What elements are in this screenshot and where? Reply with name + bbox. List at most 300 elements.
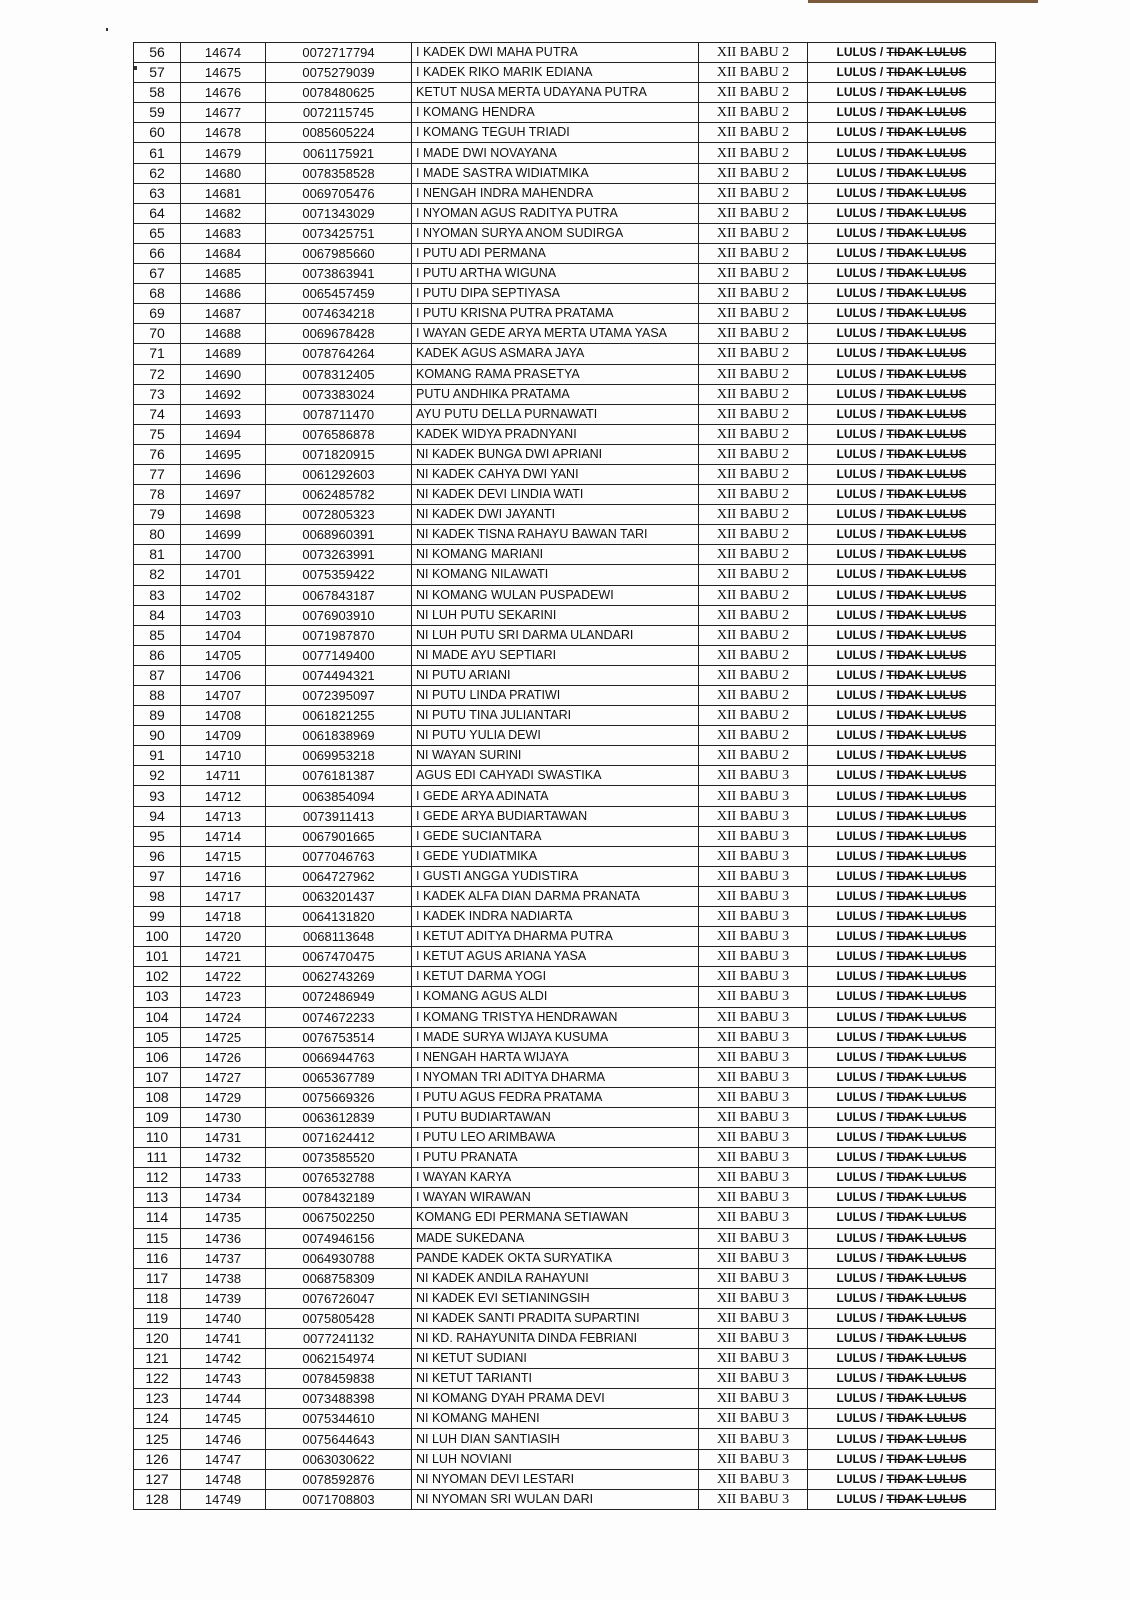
nis-cell: 14713: [181, 806, 266, 826]
status-cell: [808, 384, 996, 404]
table-row: [134, 1409, 996, 1429]
class-cell: XII BABU 2: [699, 384, 808, 404]
status-fail-struck: TIDAK LULUS: [886, 1029, 967, 1044]
status-fail-struck: TIDAK LULUS: [886, 1290, 967, 1305]
status-cell: [808, 304, 996, 324]
status-separator: /: [876, 929, 887, 944]
student-name: NI KADEK DWI JAYANTI: [412, 505, 699, 525]
class-cell: XII BABU 3: [699, 1489, 808, 1509]
status-pass: LULUS: [836, 1371, 877, 1386]
table-row: [134, 545, 996, 565]
status-pass: LULUS: [836, 788, 877, 803]
nis-cell: 14696: [181, 464, 266, 484]
student-name: I MADE SURYA WIJAYA KUSUMA: [412, 1027, 699, 1047]
table-row: [134, 1007, 996, 1027]
nis-cell: 14684: [181, 243, 266, 263]
table-row: [134, 384, 996, 404]
status-fail-struck: TIDAK LULUS: [886, 1491, 967, 1506]
nisn-cell: 0062154974: [266, 1349, 412, 1369]
row-number: 105: [134, 1027, 181, 1047]
status-pass: LULUS: [836, 306, 877, 321]
nis-cell: 14674: [181, 43, 266, 63]
status-cell: [808, 485, 996, 505]
status-fail-struck: TIDAK LULUS: [886, 949, 967, 964]
class-cell: XII BABU 2: [699, 625, 808, 645]
class-cell: XII BABU 3: [699, 1107, 808, 1127]
status-fail-struck: TIDAK LULUS: [886, 929, 967, 944]
nis-cell: 14739: [181, 1288, 266, 1308]
nis-cell: 14717: [181, 886, 266, 906]
table-row: [134, 826, 996, 846]
nisn-cell: 0076532788: [266, 1168, 412, 1188]
row-number: 97: [134, 866, 181, 886]
nisn-cell: 0071343029: [266, 203, 412, 223]
student-name: MADE SUKEDANA: [412, 1228, 699, 1248]
status-cell: [808, 706, 996, 726]
nisn-cell: 0076586878: [266, 424, 412, 444]
status-separator: /: [876, 1471, 887, 1486]
status-pass: LULUS: [836, 1009, 877, 1024]
status-pass: LULUS: [836, 1089, 877, 1104]
status-fail-struck: TIDAK LULUS: [886, 145, 967, 160]
student-name: NI KOMANG NILAWATI: [412, 565, 699, 585]
status-separator: /: [876, 808, 887, 823]
nis-cell: 14744: [181, 1389, 266, 1409]
class-cell: XII BABU 3: [699, 826, 808, 846]
status-fail-struck: TIDAK LULUS: [886, 45, 967, 60]
nis-cell: 14745: [181, 1409, 266, 1429]
class-cell: XII BABU 3: [699, 1369, 808, 1389]
row-number: 68: [134, 284, 181, 304]
nis-cell: 14687: [181, 304, 266, 324]
nis-cell: 14749: [181, 1489, 266, 1509]
row-number: 77: [134, 464, 181, 484]
status-cell: [808, 525, 996, 545]
status-separator: /: [876, 346, 887, 361]
status-fail-struck: TIDAK LULUS: [886, 1270, 967, 1285]
status-separator: /: [876, 245, 887, 260]
status-separator: /: [876, 1491, 887, 1506]
status-pass: LULUS: [836, 1170, 877, 1185]
student-name: NI KADEK EVI SETIANINGSIH: [412, 1288, 699, 1308]
status-fail-struck: TIDAK LULUS: [886, 1310, 967, 1325]
nis-cell: 14715: [181, 846, 266, 866]
status-separator: /: [876, 969, 887, 984]
status-cell: [808, 686, 996, 706]
row-number: 71: [134, 344, 181, 364]
status-cell: [808, 766, 996, 786]
status-cell: [808, 284, 996, 304]
table-row: [134, 605, 996, 625]
status-fail-struck: TIDAK LULUS: [886, 607, 967, 622]
status-pass: LULUS: [836, 105, 877, 120]
status-cell: [808, 243, 996, 263]
top-edge-line: [808, 0, 1038, 3]
status-cell: [808, 1148, 996, 1168]
table-row: [134, 63, 996, 83]
status-pass: LULUS: [836, 205, 877, 220]
student-name: I NENGAH INDRA MAHENDRA: [412, 183, 699, 203]
status-cell: [808, 585, 996, 605]
nis-cell: 14730: [181, 1107, 266, 1127]
status-pass: LULUS: [836, 45, 877, 60]
nisn-cell: 0069705476: [266, 183, 412, 203]
status-pass: LULUS: [836, 1451, 877, 1466]
table-row: [134, 1329, 996, 1349]
row-number: 82: [134, 565, 181, 585]
class-cell: XII BABU 3: [699, 1469, 808, 1489]
row-number: 59: [134, 103, 181, 123]
status-separator: /: [876, 768, 887, 783]
nis-cell: 14733: [181, 1168, 266, 1188]
status-pass: LULUS: [836, 828, 877, 843]
status-separator: /: [876, 366, 887, 381]
status-fail-struck: TIDAK LULUS: [886, 507, 967, 522]
status-fail-struck: TIDAK LULUS: [886, 65, 967, 80]
student-name: NI KOMANG MARIANI: [412, 545, 699, 565]
nis-cell: 14735: [181, 1208, 266, 1228]
nis-cell: 14699: [181, 525, 266, 545]
nis-cell: 14716: [181, 866, 266, 886]
status-fail-struck: TIDAK LULUS: [886, 567, 967, 582]
class-cell: XII BABU 2: [699, 324, 808, 344]
status-pass: LULUS: [836, 1290, 877, 1305]
status-separator: /: [876, 868, 887, 883]
status-fail-struck: TIDAK LULUS: [886, 386, 967, 401]
class-cell: XII BABU 3: [699, 806, 808, 826]
student-name: NI LUH NOVIANI: [412, 1449, 699, 1469]
status-separator: /: [876, 225, 887, 240]
row-number: 83: [134, 585, 181, 605]
status-cell: [808, 826, 996, 846]
status-separator: /: [876, 909, 887, 924]
table-row: [134, 686, 996, 706]
status-cell: [808, 163, 996, 183]
student-name: I NYOMAN SURYA ANOM SUDIRGA: [412, 223, 699, 243]
nisn-cell: 0074946156: [266, 1228, 412, 1248]
class-cell: XII BABU 3: [699, 1148, 808, 1168]
status-pass: LULUS: [836, 165, 877, 180]
status-cell: [808, 545, 996, 565]
status-fail-struck: TIDAK LULUS: [886, 969, 967, 984]
nisn-cell: 0077046763: [266, 846, 412, 866]
status-pass: LULUS: [836, 888, 877, 903]
table-row: [134, 183, 996, 203]
student-name: I KETUT DARMA YOGI: [412, 967, 699, 987]
student-name: I GEDE ARYA ADINATA: [412, 786, 699, 806]
status-pass: LULUS: [836, 1029, 877, 1044]
nis-cell: 14681: [181, 183, 266, 203]
status-cell: [808, 183, 996, 203]
status-fail-struck: TIDAK LULUS: [886, 647, 967, 662]
class-cell: XII BABU 2: [699, 123, 808, 143]
table-row: [134, 1128, 996, 1148]
status-separator: /: [876, 587, 887, 602]
student-name: NI KADEK SANTI PRADITA SUPARTINI: [412, 1308, 699, 1328]
class-cell: XII BABU 2: [699, 83, 808, 103]
status-pass: LULUS: [836, 286, 877, 301]
status-pass: LULUS: [836, 326, 877, 341]
status-pass: LULUS: [836, 1471, 877, 1486]
student-name: I GEDE ARYA BUDIARTAWAN: [412, 806, 699, 826]
row-number: 86: [134, 645, 181, 665]
status-separator: /: [876, 1431, 887, 1446]
row-number: 76: [134, 444, 181, 464]
class-cell: XII BABU 3: [699, 947, 808, 967]
nis-cell: 14732: [181, 1148, 266, 1168]
status-separator: /: [876, 386, 887, 401]
nis-cell: 14686: [181, 284, 266, 304]
class-cell: XII BABU 2: [699, 344, 808, 364]
table-row: [134, 163, 996, 183]
status-pass: LULUS: [836, 125, 877, 140]
nis-cell: 14692: [181, 384, 266, 404]
nis-cell: 14698: [181, 505, 266, 525]
nis-cell: 14714: [181, 826, 266, 846]
status-cell: [808, 1349, 996, 1369]
row-number: 94: [134, 806, 181, 826]
status-separator: /: [876, 688, 887, 703]
student-name: I PUTU LEO ARIMBAWA: [412, 1128, 699, 1148]
nis-cell: 14695: [181, 444, 266, 464]
status-fail-struck: TIDAK LULUS: [886, 1150, 967, 1165]
status-separator: /: [876, 1210, 887, 1225]
table-row: [134, 866, 996, 886]
nis-cell: 14710: [181, 746, 266, 766]
status-fail-struck: TIDAK LULUS: [886, 125, 967, 140]
table-row: [134, 1087, 996, 1107]
student-name: I KOMANG TRISTYA HENDRAWAN: [412, 1007, 699, 1027]
status-cell: [808, 927, 996, 947]
status-pass: LULUS: [836, 1190, 877, 1205]
status-separator: /: [876, 45, 887, 60]
row-number: 79: [134, 505, 181, 525]
class-cell: XII BABU 3: [699, 1389, 808, 1409]
status-fail-struck: TIDAK LULUS: [886, 1170, 967, 1185]
student-name: I MADE SASTRA WIDIATMIKA: [412, 163, 699, 183]
status-fail-struck: TIDAK LULUS: [886, 708, 967, 723]
student-name: I WAYAN KARYA: [412, 1168, 699, 1188]
table-row: [134, 284, 996, 304]
status-cell: [808, 143, 996, 163]
status-cell: [808, 364, 996, 384]
row-number: 56: [134, 43, 181, 63]
status-pass: LULUS: [836, 85, 877, 100]
class-cell: XII BABU 3: [699, 1087, 808, 1107]
table-row: [134, 967, 996, 987]
status-pass: LULUS: [836, 868, 877, 883]
nis-cell: 14746: [181, 1429, 266, 1449]
table-row: [134, 625, 996, 645]
student-name: NI KD. RAHAYUNITA DINDA FEBRIANI: [412, 1329, 699, 1349]
student-name: NI KETUT TARIANTI: [412, 1369, 699, 1389]
class-cell: XII BABU 3: [699, 1349, 808, 1369]
status-pass: LULUS: [836, 467, 877, 482]
class-cell: XII BABU 3: [699, 1288, 808, 1308]
status-fail-struck: TIDAK LULUS: [886, 1451, 967, 1466]
status-fail-struck: TIDAK LULUS: [886, 527, 967, 542]
nisn-cell: 0076753514: [266, 1027, 412, 1047]
row-number: 106: [134, 1047, 181, 1067]
student-name: I PUTU KRISNA PUTRA PRATAMA: [412, 304, 699, 324]
status-cell: [808, 565, 996, 585]
status-separator: /: [876, 145, 887, 160]
status-cell: [808, 1369, 996, 1389]
row-number: 110: [134, 1128, 181, 1148]
class-cell: XII BABU 2: [699, 163, 808, 183]
status-cell: [808, 1469, 996, 1489]
row-number: 112: [134, 1168, 181, 1188]
status-fail-struck: TIDAK LULUS: [886, 1371, 967, 1386]
status-separator: /: [876, 1089, 887, 1104]
student-name: I KETUT ADITYA DHARMA PUTRA: [412, 927, 699, 947]
status-fail-struck: TIDAK LULUS: [886, 306, 967, 321]
row-number: 127: [134, 1469, 181, 1489]
student-name: KOMANG EDI PERMANA SETIAWAN: [412, 1208, 699, 1228]
class-cell: XII BABU 3: [699, 1429, 808, 1449]
status-separator: /: [876, 1069, 887, 1084]
row-number: 85: [134, 625, 181, 645]
status-pass: LULUS: [836, 587, 877, 602]
student-name: I KADEK RIKO MARIK EDIANA: [412, 63, 699, 83]
student-name: KADEK AGUS ASMARA JAYA: [412, 344, 699, 364]
table-row: [134, 645, 996, 665]
table-row: [134, 665, 996, 685]
row-number: 108: [134, 1087, 181, 1107]
table-row: [134, 1369, 996, 1389]
nisn-cell: 0075805428: [266, 1308, 412, 1328]
student-name: NI KADEK CAHYA DWI YANI: [412, 464, 699, 484]
status-fail-struck: TIDAK LULUS: [886, 1049, 967, 1064]
status-separator: /: [876, 205, 887, 220]
class-cell: XII BABU 3: [699, 846, 808, 866]
status-pass: LULUS: [836, 748, 877, 763]
nisn-cell: 0073488398: [266, 1389, 412, 1409]
status-fail-struck: TIDAK LULUS: [886, 487, 967, 502]
status-cell: [808, 83, 996, 103]
student-name: PANDE KADEK OKTA SURYATIKA: [412, 1248, 699, 1268]
nis-cell: 14727: [181, 1067, 266, 1087]
status-cell: [808, 1047, 996, 1067]
status-cell: [808, 1128, 996, 1148]
nisn-cell: 0076903910: [266, 605, 412, 625]
table-row: [134, 706, 996, 726]
row-number: 87: [134, 665, 181, 685]
nisn-cell: 0064131820: [266, 907, 412, 927]
nis-cell: 14688: [181, 324, 266, 344]
status-fail-struck: TIDAK LULUS: [886, 688, 967, 703]
status-cell: [808, 1208, 996, 1228]
nis-cell: 14679: [181, 143, 266, 163]
table-row: [134, 364, 996, 384]
row-number: 65: [134, 223, 181, 243]
class-cell: XII BABU 2: [699, 565, 808, 585]
table-row: [134, 907, 996, 927]
table-row: [134, 1228, 996, 1248]
status-cell: [808, 1027, 996, 1047]
table-row: [134, 123, 996, 143]
nisn-cell: 0068113648: [266, 927, 412, 947]
nis-cell: 14693: [181, 404, 266, 424]
class-cell: XII BABU 3: [699, 1128, 808, 1148]
table-row: [134, 1107, 996, 1127]
status-cell: [808, 967, 996, 987]
status-fail-struck: TIDAK LULUS: [886, 1431, 967, 1446]
status-cell: [808, 866, 996, 886]
class-cell: XII BABU 3: [699, 1047, 808, 1067]
status-separator: /: [876, 406, 887, 421]
nisn-cell: 0071624412: [266, 1128, 412, 1148]
class-cell: XII BABU 2: [699, 243, 808, 263]
table-row: [134, 505, 996, 525]
status-pass: LULUS: [836, 1130, 877, 1145]
status-cell: [808, 1288, 996, 1308]
status-separator: /: [876, 306, 887, 321]
status-fail-struck: TIDAK LULUS: [886, 1009, 967, 1024]
table-row: [134, 726, 996, 746]
status-fail-struck: TIDAK LULUS: [886, 667, 967, 682]
status-separator: /: [876, 607, 887, 622]
student-name: I PUTU PRANATA: [412, 1148, 699, 1168]
status-cell: [808, 223, 996, 243]
nisn-cell: 0078432189: [266, 1188, 412, 1208]
status-fail-struck: TIDAK LULUS: [886, 909, 967, 924]
table-row: [134, 886, 996, 906]
status-separator: /: [876, 1230, 887, 1245]
status-cell: [808, 886, 996, 906]
nis-cell: 14718: [181, 907, 266, 927]
nisn-cell: 0071987870: [266, 625, 412, 645]
status-fail-struck: TIDAK LULUS: [886, 467, 967, 482]
nisn-cell: 0064930788: [266, 1248, 412, 1268]
row-number: 128: [134, 1489, 181, 1509]
row-number: 118: [134, 1288, 181, 1308]
status-pass: LULUS: [836, 527, 877, 542]
class-cell: XII BABU 2: [699, 364, 808, 384]
class-cell: XII BABU 3: [699, 1268, 808, 1288]
nis-cell: 14708: [181, 706, 266, 726]
status-fail-struck: TIDAK LULUS: [886, 1190, 967, 1205]
row-number: 80: [134, 525, 181, 545]
table-row: [134, 525, 996, 545]
table-row: [134, 1248, 996, 1268]
status-separator: /: [876, 1310, 887, 1325]
status-pass: LULUS: [836, 1069, 877, 1084]
nis-cell: 14706: [181, 665, 266, 685]
status-pass: LULUS: [836, 989, 877, 1004]
table-row: [134, 987, 996, 1007]
class-cell: XII BABU 2: [699, 525, 808, 545]
nisn-cell: 0085605224: [266, 123, 412, 143]
nis-cell: 14697: [181, 485, 266, 505]
nisn-cell: 0072486949: [266, 987, 412, 1007]
nisn-cell: 0078592876: [266, 1469, 412, 1489]
student-name: NI LUH DIAN SANTIASIH: [412, 1429, 699, 1449]
nis-cell: 14704: [181, 625, 266, 645]
nisn-cell: 0067470475: [266, 947, 412, 967]
nisn-cell: 0061292603: [266, 464, 412, 484]
table-row: [134, 746, 996, 766]
status-separator: /: [876, 1190, 887, 1205]
status-separator: /: [876, 949, 887, 964]
row-number: 78: [134, 485, 181, 505]
status-separator: /: [876, 165, 887, 180]
student-name: I NENGAH HARTA WIJAYA: [412, 1047, 699, 1067]
student-name: I MADE DWI NOVAYANA: [412, 143, 699, 163]
status-fail-struck: TIDAK LULUS: [886, 1391, 967, 1406]
table-row: [134, 1208, 996, 1228]
status-fail-struck: TIDAK LULUS: [886, 1250, 967, 1265]
